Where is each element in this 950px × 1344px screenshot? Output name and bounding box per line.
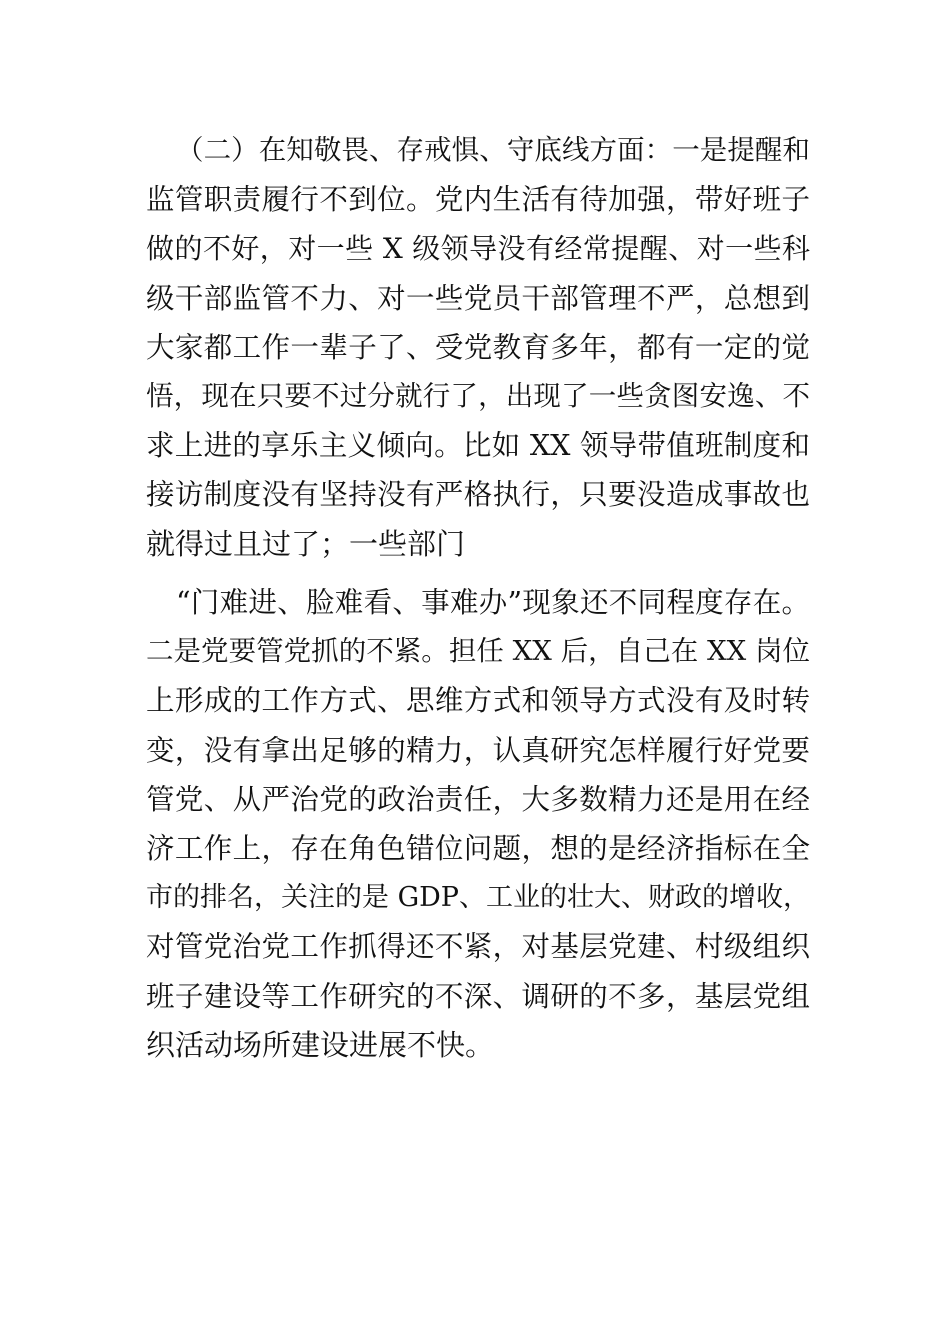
paragraph-line: 变，没有拿出足够的精力，认真研究怎样履行好党要: [146, 733, 810, 767]
paragraph-line: 市的排名，关注的是 GDP、工业的壮大、财政的增收，: [146, 882, 810, 914]
paragraph-1: [146, 126, 810, 569]
paragraph-line: 济工作上，存在角色错位问题，想的是经济指标在全: [146, 831, 810, 865]
paragraph-line: 悟，现在只要不过分就行了，出现了一些贪图安逸、不: [146, 379, 810, 412]
paragraph-line: 管党、从严治党的政治责任，大多数精力还是用在经: [146, 782, 810, 816]
paragraph-line: 求上进的享乐主义倾向。比如 XX 领导带值班制度和: [146, 429, 810, 463]
paragraph-line: 接访制度没有坚持没有严格执行，只要没造成事故也: [146, 478, 810, 512]
paragraph-line: 二是党要管党抓的不紧。担任 XX 后，自己在 XX 岗位: [146, 635, 810, 668]
paragraph-line: 做的不好，对一些 X 级领导没有经常提醒、对一些科: [146, 232, 810, 266]
paragraph-line: “门难进、脸难看、事难办”现象还不同程度存在。: [176, 586, 810, 619]
paragraph-2: [146, 578, 810, 1070]
paragraph-line: 大家都工作一辈子了、受党教育多年，都有一定的觉: [146, 330, 810, 364]
paragraph-line: 上形成的工作方式、思维方式和领导方式没有及时转: [146, 684, 810, 718]
paragraph-line: 监管职责履行不到位。党内生活有待加强，带好班子: [146, 183, 810, 217]
paragraph-line: 级干部监管不力、对一些党员干部管理不严，总想到: [146, 281, 810, 315]
paragraph-line: 班子建设等工作研究的不深、调研的不多，基层党组: [146, 979, 810, 1013]
paragraph-line: 织活动场所建设进展不快。: [146, 1027, 495, 1062]
paragraph-line: 对管党治党工作抓得还不紧，对基层党建、村级组织: [146, 930, 810, 964]
paragraph-line: 就得过且过了；一些部门: [146, 526, 466, 561]
paragraph-line: （二）在知敬畏、存戒惧、守底线方面：一是提醒和: [176, 134, 810, 166]
